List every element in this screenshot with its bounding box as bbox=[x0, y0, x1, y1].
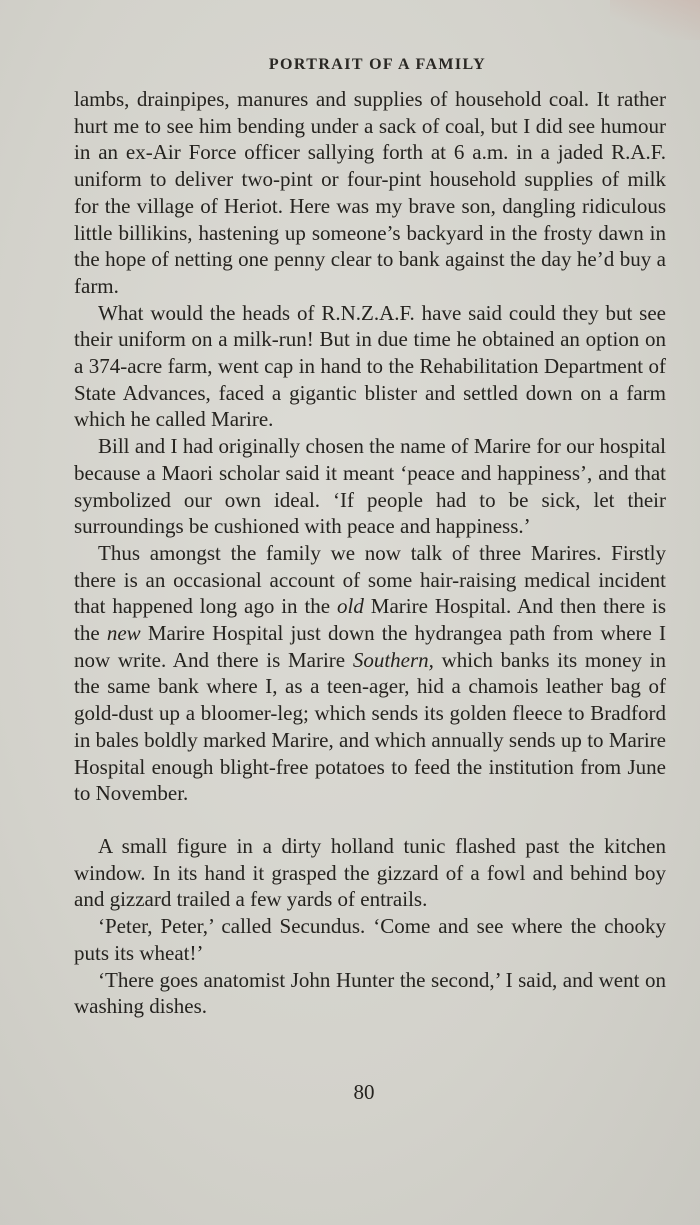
text-segment: What would the heads of R.N.Z.A.F. have said could they but see their uniform on a milk-run! But in due time he obtained an option on a 374-acre farm, went cap in hand to the Rehabilitation Department of State Advances, faced a gigantic blister and settled down on a farm which he called Marire. bbox=[74, 300, 666, 432]
text-segment: which banks its money in the same bank where I, as a teen-ager, hid a chamois leather bag of gold-dust up a bloomer-leg; which sends its golden fleece to Bradford in bales boldly marked Marire, and which annually sends up to Marire Hospital enough blight-free potatoes to feed the institution from June to November. bbox=[74, 647, 666, 806]
text-segment: Marire Hospital just down the hydrangea path from where I now write. And there is Marire bbox=[74, 621, 667, 672]
italic-text: Southern, bbox=[352, 647, 434, 672]
page-corner-shadow bbox=[610, 0, 700, 40]
italic-text: old bbox=[337, 594, 364, 619]
body-text bbox=[74, 86, 666, 1020]
paragraph-2 bbox=[74, 300, 666, 434]
paragraph-5 bbox=[74, 833, 666, 913]
text-segment: Thus amongst the family we now talk of three Marires. Firstly there is an occasional account of some hair-raising medical incident that happened long ago in the bbox=[74, 540, 666, 619]
running-head: PORTRAIT OF A FAMILY bbox=[268, 56, 487, 73]
text-segment: ‘There goes anatomist John Hunter the second,’ I said, and went on washing dishes. bbox=[74, 967, 666, 1019]
text-segment: ‘Peter, Peter,’ called Secundus. ‘Come and see where the chooky puts its wheat!’ bbox=[74, 914, 666, 965]
italic-text: new bbox=[106, 621, 141, 646]
paragraph-6 bbox=[74, 913, 666, 966]
paragraph-7 bbox=[74, 967, 666, 1020]
text-segment: Marire Hospital. And then there is the bbox=[74, 594, 666, 646]
paragraph-3 bbox=[74, 433, 666, 540]
text-segment: Bill and I had originally chosen the name of Marire for our hospital because a Maori scholar said it meant ‘peace and happiness’, and that symbolized our own ideal. ‘If people had to be sick, let their surroundings be cushioned with peace and happiness.’ bbox=[74, 434, 666, 539]
paragraph-4 bbox=[74, 540, 666, 807]
page-number: 80 bbox=[353, 1080, 375, 1104]
text-segment: lambs, drainpipes, manures and supplies of household coal. It rather hurt me to see him bending under a sack of coal, but I did see humour in an ex-Air Force officer sallying forth at 6 a.m. in a jaded R.A.F. uniform to deliver two-pint or four-pint household supplies of milk for the village of Heriot. Here was my brave son, dangling ridiculous little billikins, hastening up someone’s backyard in the frosty dawn in the hope of netting one penny clear to bank against the day he’d buy a farm. bbox=[74, 87, 666, 298]
text-segment: A small figure in a dirty holland tunic flashed past the kitchen window. In its hand it grasped the gizzard of a fowl and behind boy and gizzard trailed a few yards of entrails. bbox=[74, 833, 666, 912]
paragraph-1 bbox=[74, 86, 666, 300]
